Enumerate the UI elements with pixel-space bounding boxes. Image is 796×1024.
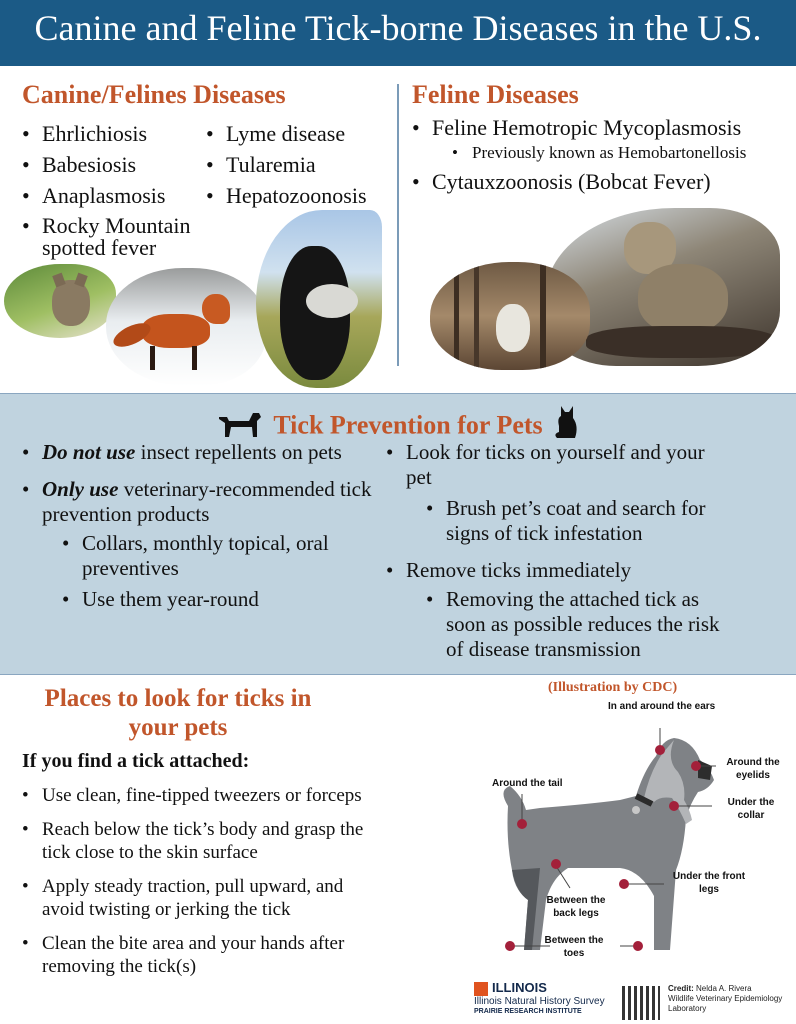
label-back-legs: Between the back legs [546, 895, 606, 919]
list-item: • Cytauxzoonosis (Bobcat Fever) [412, 169, 792, 195]
list-item: • Do not use insect repellents on pets [22, 440, 372, 465]
list-item: • Lyme disease [206, 118, 396, 149]
dog-nose [698, 760, 712, 780]
kitten-photo [4, 264, 116, 338]
credit-block: Credit: Nelda A. Rivera Wildlife Veterinary Epidemiology Laboratory [668, 984, 783, 1013]
prevention-right-column [386, 440, 766, 662]
dot-collar [669, 801, 679, 811]
list-item: • Apply steady traction, pull upward, and avoid twisting or jerking the tick [22, 875, 390, 921]
dog-with-bird-photo [256, 210, 382, 388]
list-item: • Ehrlichiosis [22, 118, 212, 149]
dot-front-legs [619, 879, 629, 889]
label-toes: Between the toes [544, 935, 604, 959]
illustration-credit: (Illustration by CDC) [548, 680, 678, 695]
label-eyelids: Around the eyelids [726, 757, 780, 781]
tick-removal-steps [22, 784, 390, 978]
list-item: • Use them year-round [62, 587, 372, 612]
list-item: • Remove ticks immediately [386, 558, 766, 583]
dot-eyelids [691, 761, 701, 771]
org-line2: Illinois Natural History Survey [474, 996, 605, 1007]
dot-back-legs [551, 859, 561, 869]
feline-heading: Feline Diseases [412, 80, 579, 109]
dog-tick-diagram [440, 700, 790, 968]
list-item: • Feline Hemotropic Mycoplasmosis [412, 115, 792, 141]
label-ears: In and around the ears [608, 701, 716, 712]
org-name: ILLINOIS [492, 980, 547, 995]
dog-silhouette-icon [215, 407, 263, 444]
list-item: • Only use veterinary-recommended tick prevention products [22, 477, 372, 527]
org-line3: PRAIRIE RESEARCH INSTITUTE [474, 1008, 582, 1015]
cat-in-woods-photo [430, 262, 590, 370]
label-front-legs: Under the front legs [672, 871, 746, 895]
illinois-block-i-logo [474, 982, 488, 996]
list-item: • Use clean, fine-tipped tweezers or forceps [22, 784, 390, 807]
places-subheading: If you find a tick attached: [22, 750, 250, 772]
list-item: • Anaplasmosis [22, 180, 212, 211]
prevention-left-column [22, 440, 372, 612]
dot-back-toes [505, 941, 515, 951]
list-item: • Reach below the tick’s body and grasp the tick close to the skin surface [22, 818, 390, 864]
places-heading: Places to look for ticks in your pets [44, 685, 312, 741]
list-item: • Brush pet’s coat and search for signs of tick infestation [426, 496, 726, 546]
canine-feline-list-col1 [22, 118, 212, 259]
list-item: • Hepatozoonosis [206, 180, 396, 211]
label-collar: Under the collar [727, 797, 775, 821]
list-item: • Collars, monthly topical, oral preventives [62, 531, 372, 581]
dot-ears [655, 745, 665, 755]
list-item: • Tularemia [206, 149, 396, 180]
list-item: • Look for ticks on yourself and your pet [386, 440, 706, 490]
dot-front-toes [633, 941, 643, 951]
list-item: • Previously known as Hemobartonellosis [452, 141, 792, 165]
page-title: Canine and Feline Tick-borne Diseases in the U.S. [34, 8, 762, 48]
qr-code [622, 986, 660, 1020]
tick-prevention-heading: Tick Prevention for Pets [273, 410, 543, 440]
dot-tail [517, 819, 527, 829]
list-item: • Babesiosis [22, 149, 212, 180]
red-fox-photo [106, 268, 266, 386]
list-item: • Clean the bite area and your hands after removing the tick(s) [22, 932, 390, 978]
collar-tag [632, 806, 640, 814]
canine-feline-heading: Canine/Felines Diseases [22, 80, 286, 109]
column-divider [397, 84, 399, 366]
list-item: • Removing the attached tick as soon as possible reduces the risk of disease transmission [426, 587, 736, 662]
feline-list [412, 115, 792, 195]
canine-feline-list-col2 [206, 118, 396, 211]
list-item: • Rocky Mountain spotted fever [22, 215, 212, 259]
label-tail: Around the tail [492, 778, 563, 789]
